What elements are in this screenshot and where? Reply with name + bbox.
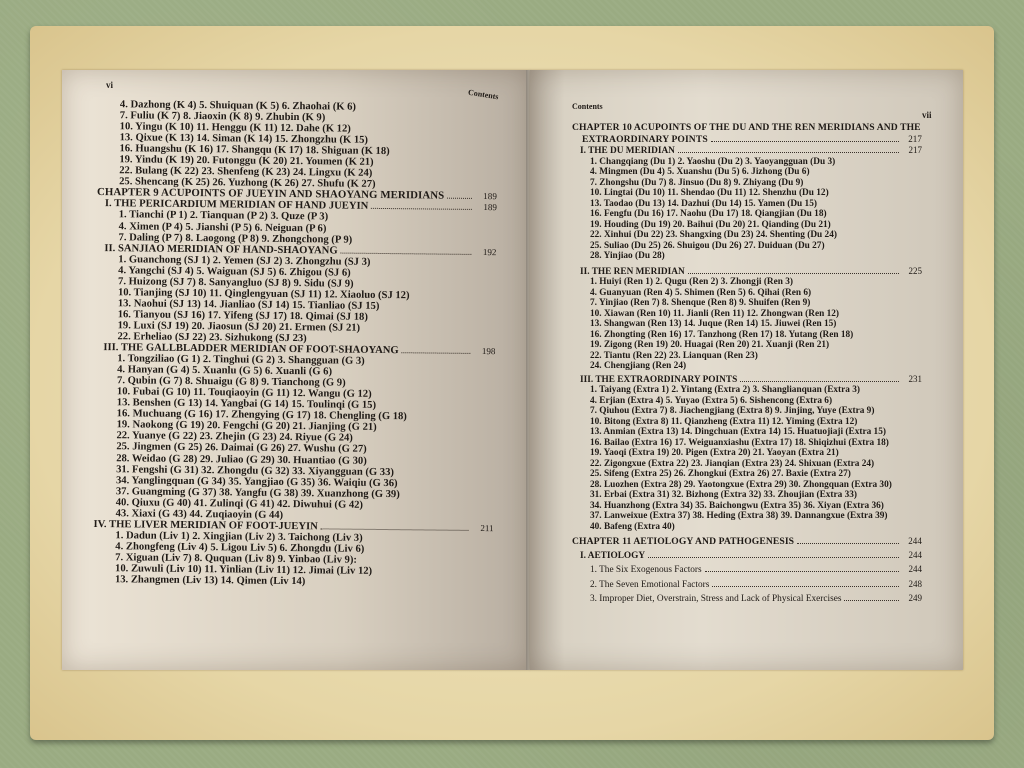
left-page: [62, 70, 530, 670]
toc-point-line: 16. Zhongting (Ren 16) 17. Tanzhong (Ren 17) 18. Yutang (Ren 18): [590, 329, 854, 340]
toc-point-line: 22. Bulang (K 22) 23. Shenfeng (K 23) 24. Lingxu (K 24): [119, 165, 373, 180]
toc-right: [572, 123, 922, 605]
toc-point-line: 28. Luozhen (Extra 28) 29. Yaotongxue (Extra 29) 30. Zhongquan (Extra 30): [590, 479, 892, 490]
toc-point-line: 13. Zhangmen (Liv 13) 14. Qimen (Liv 14): [114, 574, 306, 588]
section-title: III. THE EXTRAORDINARY POINTS: [580, 374, 738, 385]
leader-dots: [797, 543, 899, 544]
toc-point-line: 19. Zigong (Ren 19) 20. Huagai (Ren 20) 21. Xuanji (Ren 21): [590, 340, 830, 350]
toc-point-line: 4. Guanyuan (Ren 4) 5. Shimen (Ren 5) 6. Qihai (Ren 6): [590, 287, 812, 298]
toc-point-line: 1. Tianchi (P 1) 2. Tianquan (P 2) 3. Quze (P 3): [118, 209, 329, 223]
page-number: vi: [106, 80, 114, 90]
leader-dots: [740, 381, 899, 382]
toc-point-line: 22. Yuanye (G 22) 23. Zhejin (G 23) 24. Riyue (G 24): [116, 430, 353, 445]
toc-point-line: 13. Shangwan (Ren 13) 14. Juque (Ren 14) 15. Jiuwei (Ren 15): [590, 319, 837, 329]
toc-point-line: 4. Mingmen (Du 4) 5. Xuanshu (Du 5) 6. Jizhong (Du 6): [590, 167, 810, 177]
toc-point-line: 22. Erheliao (SJ 22) 23. Sizhukong (SJ 23): [117, 331, 307, 345]
toc-chapter-10[interactable]: [572, 134, 922, 146]
toc-point-line: 25. Sifeng (Extra 25) 26. Zhongkui (Extra 26) 27. Baxie (Extra 27): [590, 469, 851, 479]
leader-dots: [711, 141, 899, 142]
leader-dots: [648, 557, 899, 558]
page-ref: 248: [908, 578, 922, 589]
toc-point-line: 1. Guanchong (SJ 1) 2. Yemen (SJ 2) 3. Zhongzhu (SJ 3): [118, 253, 371, 268]
page-ref: 189: [483, 191, 498, 202]
toc-point-line: 10. Lingtai (Du 10) 11. Shendao (Du 11) 12. Shenzhu (Du 12): [590, 188, 829, 198]
page-ref: 225: [908, 265, 922, 276]
chapter-10-title-line1: CHAPTER 10 ACUPOINTS OF THE DU AND THE REN MERIDIANS AND THE: [572, 122, 921, 133]
toc-point-line: 7. Xiguan (Liv 7) 8. Ququan (Liv 8) 9. Yinbao (Liv 9):: [115, 552, 357, 566]
toc-point-line: 37. Guangming (G 37) 38. Yangfu (G 38) 39. Xuanzhong (G 39): [115, 485, 400, 500]
toc-left: [93, 99, 498, 589]
toc-point-line: 7. Zhongshu (Du 7) 8. Jinsuo (Du 8) 9. Zhiyang (Du 9): [590, 177, 804, 188]
toc-subitem[interactable]: [572, 564, 922, 576]
section-title: IV. THE LIVER MERIDIAN OF FOOT-JUEYIN: [93, 518, 318, 533]
toc-point-line: 25. Suliao (Du 25) 26. Shuigou (Du 26) 27. Duiduan (Du 27): [590, 240, 825, 251]
toc-point-line: 19. Houding (Du 19) 20. Baihui (Du 20) 21. Qianding (Du 21): [590, 219, 831, 230]
toc-point-line: 19. Naokong (G 19) 20. Fengchi (G 20) 21. Jianjing (G 21): [116, 419, 377, 434]
page-ref: 244: [908, 536, 922, 546]
toc-point-line: 1. Tongziliao (G 1) 2. Tinghui (G 2) 3. Shangguan (G 3): [117, 353, 365, 367]
chapter-title: CHAPTER 9 ACUPOINTS OF JUEYIN AND SHAOYANG MERIDIANS: [96, 186, 445, 203]
toc-point-line: 31. Erbai (Extra 31) 32. Bizhong (Extra 32) 33. Zhoujian (Extra 33): [590, 490, 858, 500]
toc-point-line: 10. Bitong (Extra 8) 11. Qianzheng (Extra 11) 12. Yiming (Extra 12): [590, 416, 858, 427]
leader-dots: [705, 571, 899, 572]
toc-point-line: 10. Tianjing (SJ 10) 11. Qinglengyuan (SJ 11) 12. Xiaoluo (SJ 12): [117, 287, 410, 302]
section-title: III. THE GALLBLADDER MERIDIAN OF FOOT-SHAOYANG: [103, 342, 399, 357]
toc-section[interactable]: [572, 374, 922, 386]
toc-point-line: 16. Tianyou (SJ 16) 17. Yifeng (SJ 17) 18. Qimai (SJ 18): [117, 309, 368, 323]
leader-dots: [678, 152, 899, 153]
toc-point-line: 10. Zuwuli (Liv 10) 11. Yinlian (Liv 11) 12. Jimai (Liv 12): [115, 563, 373, 577]
toc-subitem[interactable]: [572, 579, 922, 591]
leader-dots: [688, 273, 899, 274]
toc-chapter-11[interactable]: [572, 536, 922, 548]
page-number: vii: [922, 110, 932, 120]
toc-point-line: 13. Taodao (Du 13) 14. Dazhui (Du 14) 15. Yamen (Du 15): [590, 198, 817, 209]
toc-point-line: 10. Yingu (K 10) 11. Henggu (K 11) 12. Dahe (K 12): [119, 121, 351, 135]
toc-point-line: 1. Changqiang (Du 1) 2. Yaoshu (Du 2) 3. Yaoyangguan (Du 3): [590, 156, 836, 167]
toc-point-line: 34. Yanglingquan (G 34) 35. Yangjiao (G 35) 36. Waiqiu (G 36): [115, 474, 398, 489]
toc-point-line: 28. Yinjiao (Du 28): [590, 251, 665, 261]
chapter-title: EXTRAORDINARY POINTS: [582, 133, 708, 145]
toc-point-line: 13. Qixue (K 13) 14. Siman (K 14) 15. Zhongzhu (K 15): [119, 132, 369, 146]
leader-dots: [341, 252, 472, 254]
toc-section[interactable]: [572, 550, 922, 562]
leader-dots: [712, 586, 899, 587]
toc-point-line: 7. Qiuhou (Extra 7) 8. Jiachengjiang (Extra 8) 9. Jinjing, Yuye (Extra 9): [590, 406, 875, 416]
toc-point-line: 34. Huanzhong (Extra 34) 35. Baichongwu (Extra 35) 36. Xiyan (Extra 36): [590, 500, 884, 511]
leader-dots: [402, 352, 471, 354]
toc-point-line: 13. Naohui (SJ 13) 14. Jianliao (SJ 14) 15. Tianliao (SJ 15): [117, 298, 380, 312]
section-title: I. THE DU MERIDIAN: [580, 146, 675, 156]
toc-point-line: 22. Xinhui (Du 22) 23. Shangxing (Du 23) 24. Shenting (Du 24): [590, 230, 837, 240]
subitem-title: 1. The Six Exogenous Factors: [590, 565, 702, 575]
toc-point-line: 24. Chengjiang (Ren 24): [590, 361, 687, 371]
toc-point-line: 7. Huizong (SJ 7) 8. Sanyangluo (SJ 8) 9. Sidu (SJ 9): [118, 275, 354, 290]
toc-point-line: 4. Hanyan (G 4) 5. Xuanlu (G 5) 6. Xuanli (G 6): [117, 364, 333, 378]
toc-point-line: 4. Zhongfeng (Liv 4) 5. Ligou Liv 5) 6. Zhongdu (Liv 6): [115, 541, 365, 555]
running-head: Contents: [467, 87, 500, 102]
toc-section[interactable]: [572, 266, 922, 278]
section-title: II. THE REN MERIDIAN: [580, 266, 685, 277]
toc-point-line: 1. Dadun (Liv 1) 2. Xingjian (Liv 2) 3. Taichong (Liv 3): [115, 530, 363, 544]
page-ref: 217: [908, 133, 922, 144]
section-title: I. AETIOLOGY: [580, 550, 646, 561]
toc-point-line: 40. Bafeng (Extra 40): [590, 521, 675, 532]
toc-point-line: 19. Luxi (SJ 19) 20. Jiaosun (SJ 20) 21. Ermen (SJ 21): [117, 320, 361, 334]
page-ref: 189: [483, 202, 497, 213]
leader-dots: [844, 600, 899, 601]
page-ref: 231: [908, 373, 922, 384]
page-ref: 249: [908, 593, 922, 603]
toc-point-line: 7. Yinjiao (Ren 7) 8. Shenque (Ren 8) 9. Shuifen (Ren 9): [590, 298, 811, 308]
toc-point-line: 4. Ximen (P 4) 5. Jianshi (P 5) 6. Neiguan (P 6): [118, 220, 327, 234]
toc-point-line: 16. Fengfu (Du 16) 17. Naohu (Du 17) 18. Qiangjian (Du 18): [590, 209, 827, 219]
leader-dots: [447, 198, 472, 199]
chapter-title: CHAPTER 11 AETIOLOGY AND PATHOGENESIS: [572, 536, 795, 547]
leader-dots: [321, 528, 469, 531]
toc-point-line: 13. Anmian (Extra 13) 14. Dingchuan (Extra 14) 15. Huatuojiaji (Extra 15): [590, 427, 886, 437]
running-head: Contents: [572, 102, 603, 111]
toc-subitem[interactable]: [572, 593, 922, 605]
toc-section[interactable]: [572, 145, 922, 157]
subitem-title: 2. The Seven Emotional Factors: [590, 579, 710, 590]
right-page: [530, 70, 963, 670]
toc-point-line: 22. Zigongxue (Extra 22) 23. Jianqian (Extra 23) 24. Shixuan (Extra 24): [590, 458, 875, 469]
toc-point-line: 4. Yangchi (SJ 4) 5. Waiguan (SJ 5) 6. Zhigou (SJ 6): [118, 264, 351, 279]
toc-point-line: 4. Erjian (Extra 4) 5. Yuyao (Extra 5) 6. Sishencong (Extra 6): [590, 395, 833, 406]
page-ref: 192: [482, 246, 497, 257]
toc-point-line: 16. Bailao (Extra 16) 17. Weiguanxiashu (Extra 17) 18. Shiqizhui (Extra 18): [590, 437, 889, 448]
toc-point-line: 10. Fubai (G 10) 11. Touqiaoyin (G 11) 12. Wangu (G 12): [116, 386, 372, 401]
section-title: II. SANJIAO MERIDIAN OF HAND-SHAOYANG: [104, 242, 338, 257]
toc-point-line: 19. Yindu (K 19) 20. Futonggu (K 20) 21. Youmen (K 21): [119, 154, 374, 169]
toc-point-line: 22. Tiantu (Ren 22) 23. Lianquan (Ren 23): [590, 350, 758, 361]
toc-point-line: 16. Muchuang (G 16) 17. Zhengying (G 17) 18. Chengling (G 18): [116, 408, 407, 423]
toc-point-line: 13. Benshen (G 13) 14. Yangbai (G 14) 15. Toulinqi (G 15): [116, 397, 377, 412]
toc-point-line: 37. Lanweixue (Extra 37) 38. Heding (Extra 38) 39. Dannangxue (Extra 39): [590, 511, 888, 521]
toc-point-line: 25. Shencang (K 25) 26. Yuzhong (K 26) 27. Shufu (K 27): [119, 176, 376, 191]
toc-point-line: 1. Huiyi (Ren 1) 2. Qugu (Ren 2) 3. Zhongji (Ren 3): [590, 277, 793, 287]
page-ref: 217: [908, 145, 922, 155]
toc-point-line: 7. Daling (P 7) 8. Laogong (P 8) 9. Zhongchong (P 9): [118, 231, 353, 246]
toc-point-line: 25. Jingmen (G 25) 26. Daimai (G 26) 27. Wushu (G 27): [116, 441, 367, 456]
subitem-title: 3. Improper Diet, Overstrain, Stress and Lack of Physical Exercises: [590, 594, 842, 604]
toc-point-line: 7. Qubin (G 7) 8. Shuaigu (G 8) 9. Tianchong (G 9): [116, 375, 346, 389]
toc-point-line: 28. Weidao (G 28) 29. Juliao (G 29) 30. Huantiao (G 30): [116, 452, 367, 467]
toc-point-line: 1. Taiyang (Extra 1) 2. Yintang (Extra 2) 3. Shanglianquan (Extra 3): [590, 385, 860, 395]
toc-point-line: 7. Fuliu (K 7) 8. Jiaoxin (K 8) 9. Zhubin (K 9): [119, 110, 326, 124]
page-ref: 244: [908, 564, 922, 574]
page-ref: 198: [481, 346, 496, 357]
page-ref: 211: [480, 522, 494, 533]
section-title: I. THE PERICARDIUM MERIDIAN OF HAND JUEYIN: [104, 198, 369, 213]
toc-point-line: 16. Huangshu (K 16) 17. Shangqu (K 17) 18. Shiguan (K 18): [119, 143, 390, 158]
leader-dots: [371, 208, 472, 210]
toc-point-line: 40. Qiuxu (G 40) 41. Zulinqi (G 41) 42. Diwuhui (G 42): [115, 496, 364, 511]
page-ref: 244: [908, 549, 922, 560]
toc-point-line: 43. Xiaxi (G 43) 44. Zuqiaoyin (G 44): [115, 507, 284, 521]
toc-point-line: 19. Yaoqi (Extra 19) 20. Pigen (Extra 20) 21. Yaoyan (Extra 21): [590, 448, 839, 458]
toc-point-line: 31. Fengshi (G 31) 32. Zhongdu (G 32) 33. Xiyangguan (G 33): [116, 463, 394, 478]
toc-point-line: 10. Xiawan (Ren 10) 11. Jianli (Ren 11) 12. Zhongwan (Ren 12): [590, 308, 839, 319]
toc-point-line: 4. Dazhong (K 4) 5. Shuiquan (K 5) 6. Zhaohai (K 6): [119, 99, 357, 113]
